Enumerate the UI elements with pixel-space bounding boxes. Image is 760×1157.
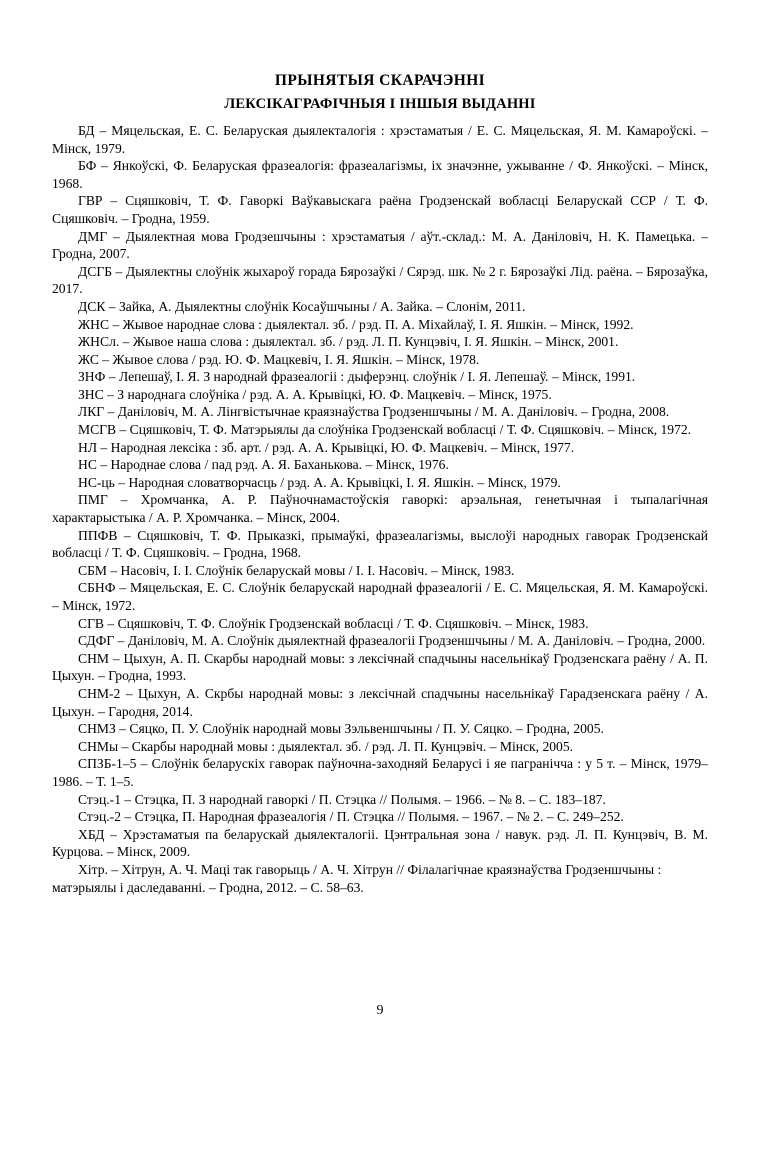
list-item: СДФГ – Даніловіч, М. А. Слоўнік дыялектнай фразеалогіі Гродзеншчыны / М. А. Даніловіч. – Гродна, 2000. <box>78 633 706 649</box>
abbreviation-list <box>52 122 708 896</box>
list-item: ЗНС – З народнага слоўніка / рэд. А. А. Крывіцкі, Ю. Ф. Мацкевіч. – Мінск, 1975. <box>78 386 552 402</box>
page-number: 9 <box>376 1003 384 1018</box>
list-item: ДМГ – Дыялектная мова Гродзешчыны : хрэстаматыя / аўт.-склад.: М. А. Даніловіч, Н. К. Памецька. – Гродна, 2007. <box>52 228 708 262</box>
list-item: Хітр. – Хітрун, А. Ч. Маці так гаворыць / А. Ч. Хітрун // Філалагічнае краязнаўства Гродзеншчыны : матэрыялы і даследаванні. – Гродна, 2012. – С. 58–63. <box>52 861 662 895</box>
list-item: ЖНСл. – Жывое наша слова : дыялектал. зб. / рэд. Л. П. Кунцэвіч, І. Я. Яшкін. – Мінск, 2001. <box>78 334 619 350</box>
list-item: ЛКГ – Даніловіч, М. А. Лінгвістычнае краязнаўства Гродзеншчыны / М. А. Даніловіч. – Гродна, 2008. <box>78 404 670 420</box>
list-item: СНМы – Скарбы народнай мовы : дыялектал. зб. / рэд. Л. П. Кунцэвіч. – Мінск, 2005. <box>78 738 574 754</box>
list-item: СНМ – Цыхун, А. П. Скарбы народнай мовы: з лексічнай спадчыны насельнікаў Гродзенскага раёну / А. П. Цыхун. – Гродна, 1993. <box>52 650 708 684</box>
list-item: НЛ – Народная лексіка : зб. арт. / рэд. А. А. Крывіцкі, Ю. Ф. Мацкевіч. – Мінск, 1977. <box>78 439 575 455</box>
list-item: СПЗБ-1–5 – Слоўнік беларускіх гаворак паўночна-заходняй Беларусі і яе пагранічча : у 5 т. – Мінск, 1979–1986. – Т. 1–5. <box>52 756 708 789</box>
list-item: СБМ – Насовіч, І. І. Слоўнік беларускай мовы / І. І. Насовіч. – Мінск, 1983. <box>78 562 515 578</box>
list-item: ППФВ – Сцяшковіч, Т. Ф. Прыказкі, прымаўкі, фразеалагізмы, выслоўі народных гаворак Гродзенскай вобласці / Т. Ф. Сцяшковіч. – Гродна, 1968. <box>52 527 708 561</box>
list-item: СНМЗ – Сяцко, П. У. Слоўнік народнай мовы Зэльвеншчыны / П. У. Сяцко. – Гродна, 2005. <box>78 721 604 737</box>
list-item: ДСГБ – Дыялектны слоўнік жыхароў горада Бярозаўкі / Сярэд. шк. № 2 г. Бярозаўкі Лід. раёна. – Бярозаўка, 2017. <box>52 263 708 297</box>
list-item: НС-ць – Народная словатворчасць / рэд. А. А. Крывіцкі, І. Я. Яшкін. – Мінск, 1979. <box>78 474 561 490</box>
list-item: ГВР – Сцяшковіч, Т. Ф. Гаворкі Ваўкавыскага раёна Гродзенскай вобласці Беларускай ССР / Т. Ф. Сцяшковіч. – Гродна, 1959. <box>52 193 708 226</box>
list-item: БФ – Янкоўскі, Ф. Беларуская фразеалогія: фразеалагізмы, іх значэнне, ужыванне / Ф. Янкоўскі. – Мінск, 1968. <box>52 158 708 191</box>
list-item: ЖС – Жывое слова / рэд. Ю. Ф. Мацкевіч, І. Я. Яшкін. – Мінск, 1978. <box>78 351 480 367</box>
page-title: ПРЫНЯТЫЯ СКАРАЧЭННI <box>274 72 486 89</box>
list-item: ХБД – Хрэстаматыя па беларускай дыялекталогіі. Цэнтральная зона / навук. рэд. Л. П. Кунцэвіч, В. М. Курцова. – Мінск, 2009. <box>52 826 708 860</box>
list-item: ЖНС – Жывое народнае слова : дыялектал. зб. / рэд. П. А. Міхайлаў, І. Я. Яшкін. – Мінск, 1992. <box>78 316 634 332</box>
page-subtitle: ЛЕКСІКАГРАФІЧНЫЯ І ІНШЫЯ ВЫДАННI <box>224 95 536 112</box>
list-item: ДСК – Зайка, А. Дыялектны слоўнік Косаўшчыны / А. Зайка. – Слонім, 2011. <box>78 298 526 314</box>
list-item: Стэц.-2 – Стэцка, П. Народная фразеалогія / П. Стэцка // Полымя. – 1967. – № 2. – С. 249–252. <box>78 809 624 825</box>
list-item: МСГВ – Сцяшковіч, Т. Ф. Матэрыялы да слоўніка Гродзенскай вобласці / Т. Ф. Сцяшковіч. – Мінск, 1972. <box>78 422 692 438</box>
list-item: СБНФ – Мяцельская, Е. С. Слоўнік беларускай народнай фразеалогіі / Е. С. Мяцельская, Я. М. Камароўскі. – Мінск, 1972. <box>52 580 708 614</box>
list-item: НС – Народнае слова / пад рэд. А. Я. Баханькова. – Мінск, 1976. <box>78 457 449 473</box>
list-item: СНМ-2 – Цыхун, А. Скрбы народнай мовы: з лексічнай спадчыны насельнікаў Гарадзенскага раёну / А. Цыхун. – Гародня, 2014. <box>52 685 708 719</box>
list-item: ПМГ – Хромчанка, А. Р. Паўночнамастоўскія гаворкі: арэальная, генетычная і тыпалагічная характарыстыка / А. Р. Хромчанка. – Мінск, 2004. <box>52 492 708 526</box>
list-item: Стэц.-1 – Стэцка, П. З народнай гаворкі / П. Стэцка // Полымя. – 1966. – № 8. – С. 183–187. <box>78 791 606 807</box>
list-item: БД – Мяцельская, Е. С. Беларуская дыялекталогія : хрэстаматыя / Е. С. Мяцельская, Я. М. Камароўскі. – Мінск, 1979. <box>52 122 708 156</box>
list-item: СГВ – Сцяшковіч, Т. Ф. Слоўнік Гродзенскай вобласці / Т. Ф. Сцяшковіч. – Мінск, 1983. <box>78 615 589 631</box>
list-item: ЗНФ – Лепешаў, І. Я. З народнай фразеалогіі : дыферэнц. слоўнік / І. Я. Лепешаў. – Мінск, 1991. <box>78 369 636 385</box>
